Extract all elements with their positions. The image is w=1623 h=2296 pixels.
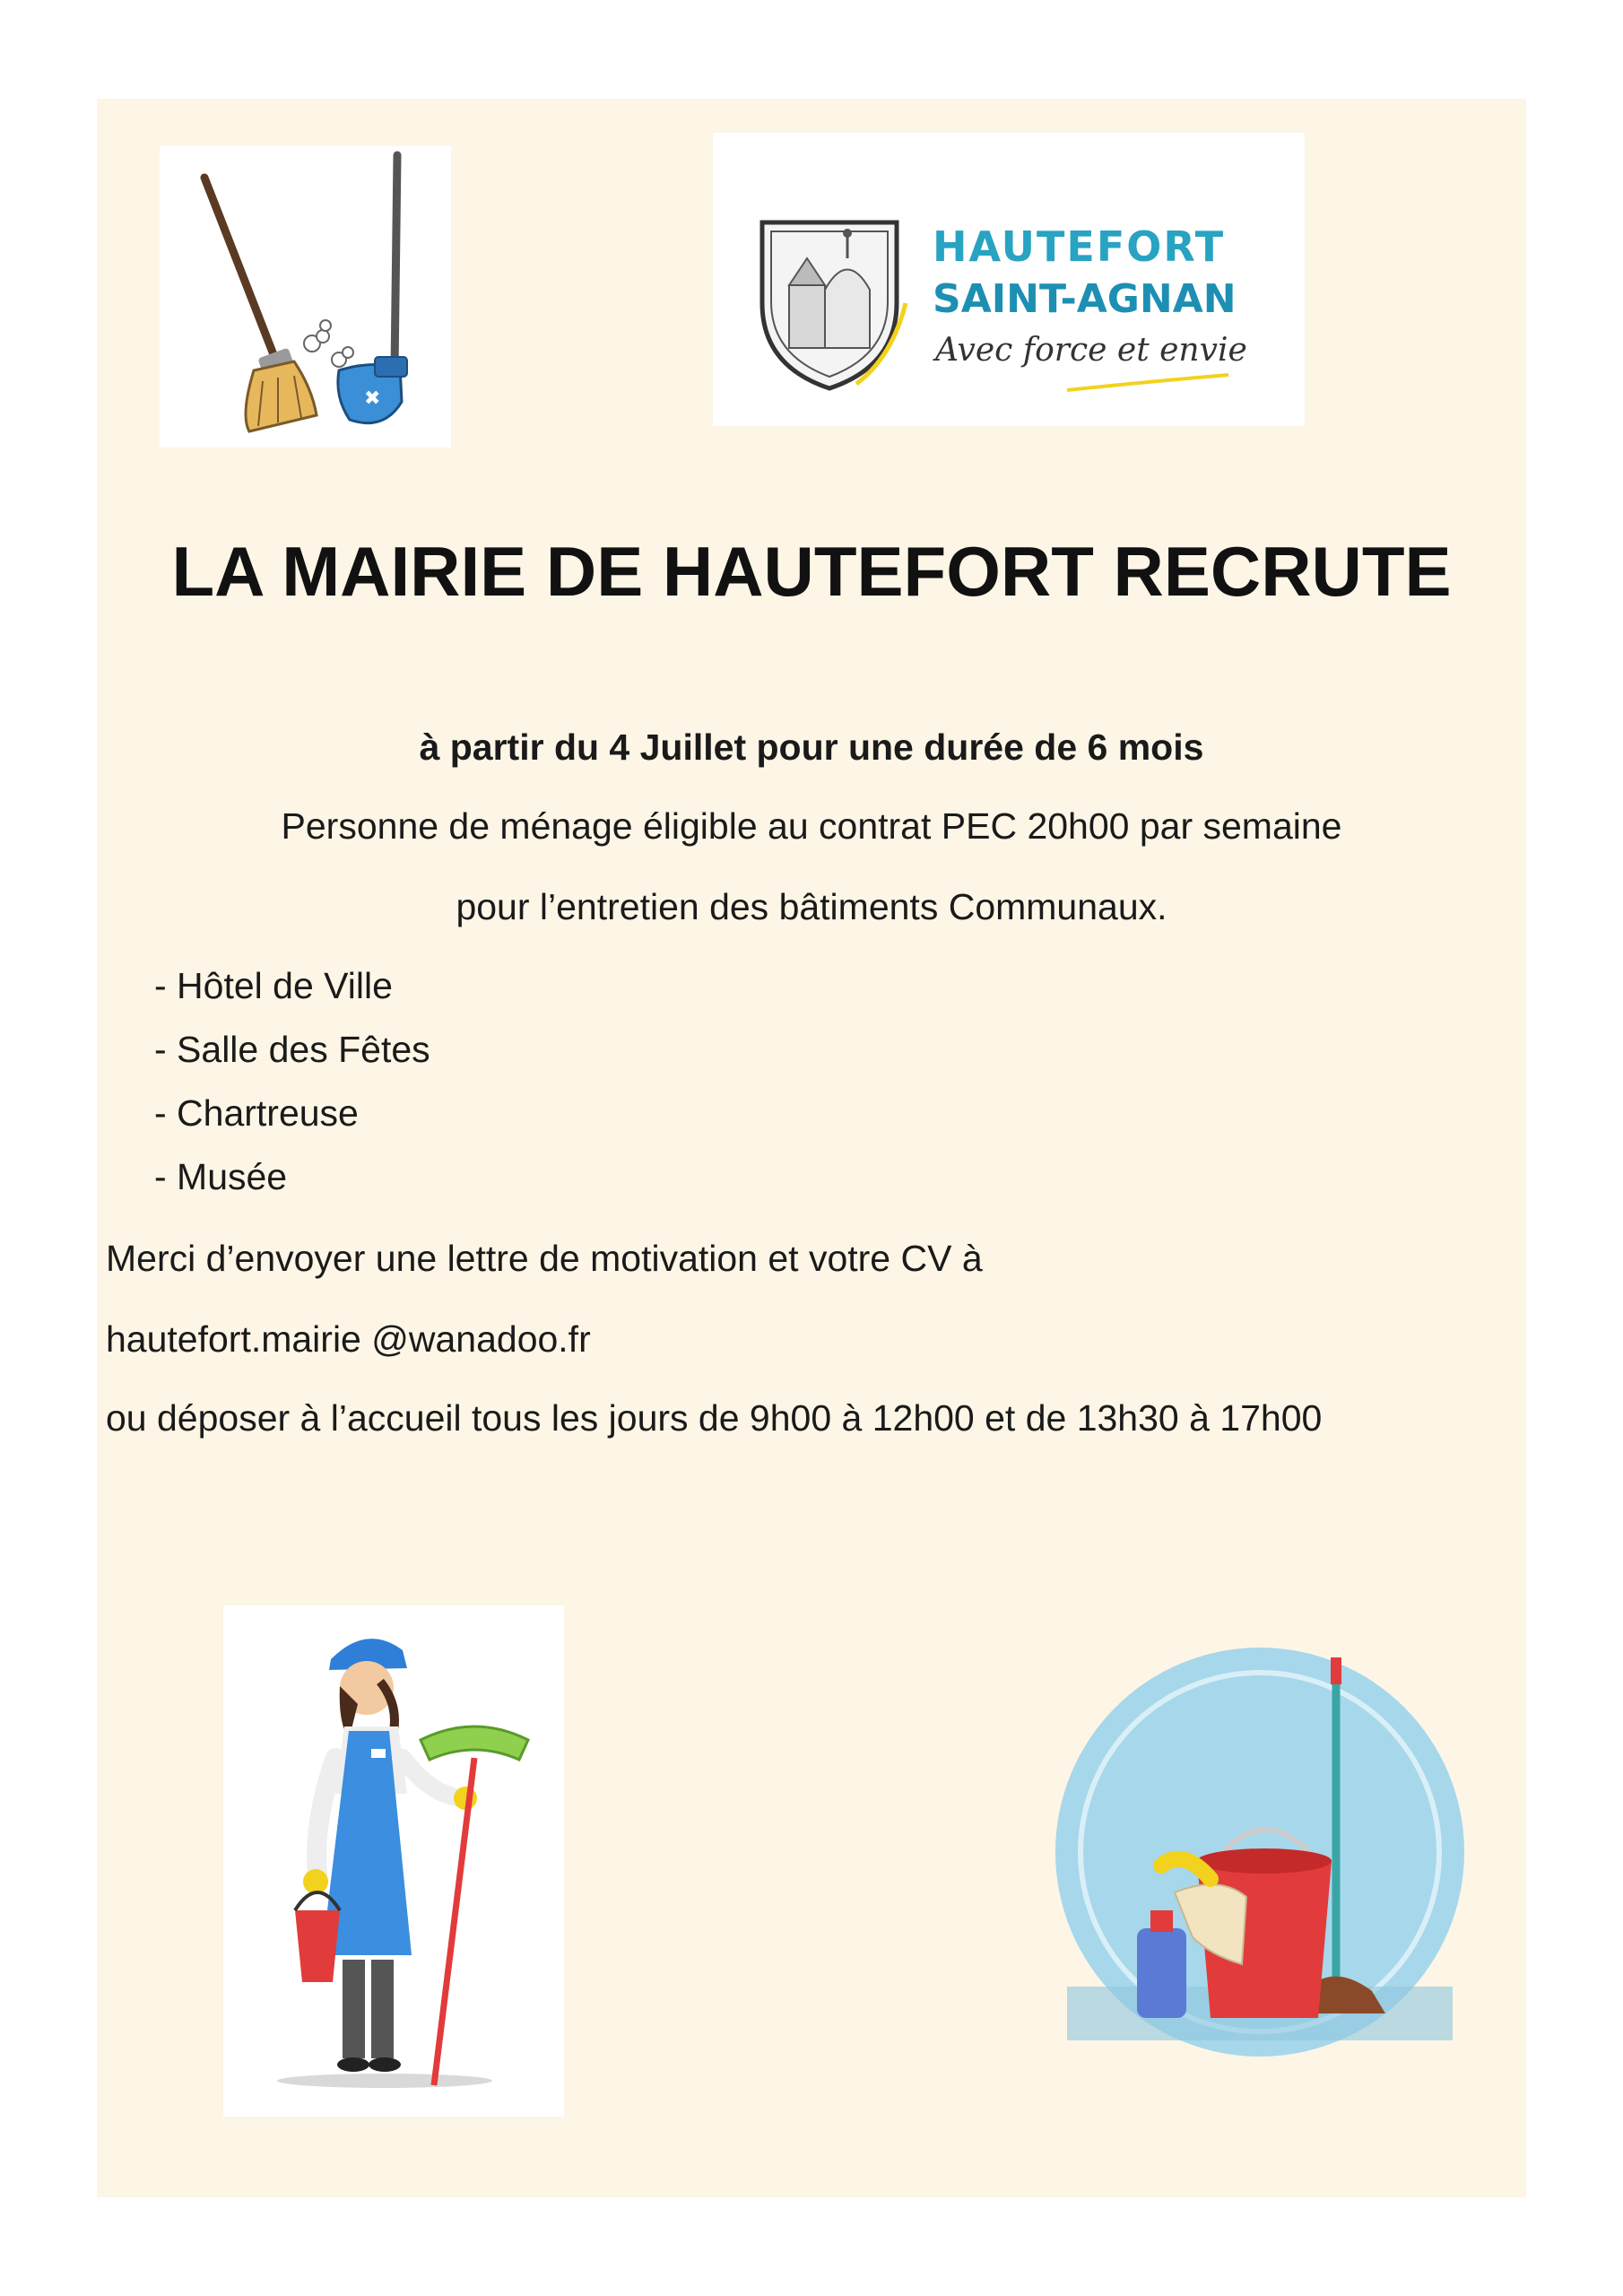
- cleaning-bucket-icon: [1040, 1641, 1488, 2063]
- reception-hours: ou déposer à l’accueil tous les jours de 9h00 à 12h00 et de 13h30 à 17h00: [106, 1397, 1323, 1439]
- broom-dustpan-icon: [160, 146, 451, 448]
- town-logo: [713, 133, 1305, 426]
- cleaning-woman-icon: [223, 1605, 564, 2117]
- contact-email: hautefort.mairie @wanadoo.fr: [106, 1318, 591, 1360]
- job-description-line: Personne de ménage éligible au contrat PEC 20h00 par semaine: [281, 805, 1342, 847]
- job-purpose-line: pour l’entretien des bâtiments Communaux.: [456, 886, 1167, 927]
- logo-line1: HAUTEFORT: [933, 222, 1226, 271]
- logo-slogan: Avec force et envie: [935, 332, 1247, 369]
- list-item: - Musée: [154, 1156, 288, 1197]
- page-title: LA MAIRIE DE HAUTEFORT RECRUTE: [171, 532, 1452, 611]
- application-instruction: Merci d’envoyer une lettre de motivation et votre CV à: [106, 1238, 983, 1279]
- list-item: - Chartreuse: [154, 1092, 359, 1134]
- buildings-list: [154, 964, 430, 1219]
- list-item: - Hôtel de Ville: [154, 965, 393, 1006]
- start-date-line: à partir du 4 Juillet pour une durée de 6 mois: [419, 726, 1204, 768]
- castle-shield-icon: [713, 133, 928, 426]
- logo-line2: SAINT-AGNAN: [933, 276, 1237, 322]
- list-item: - Salle des Fêtes: [154, 1029, 430, 1070]
- svg-text:✖: ✖: [364, 387, 381, 410]
